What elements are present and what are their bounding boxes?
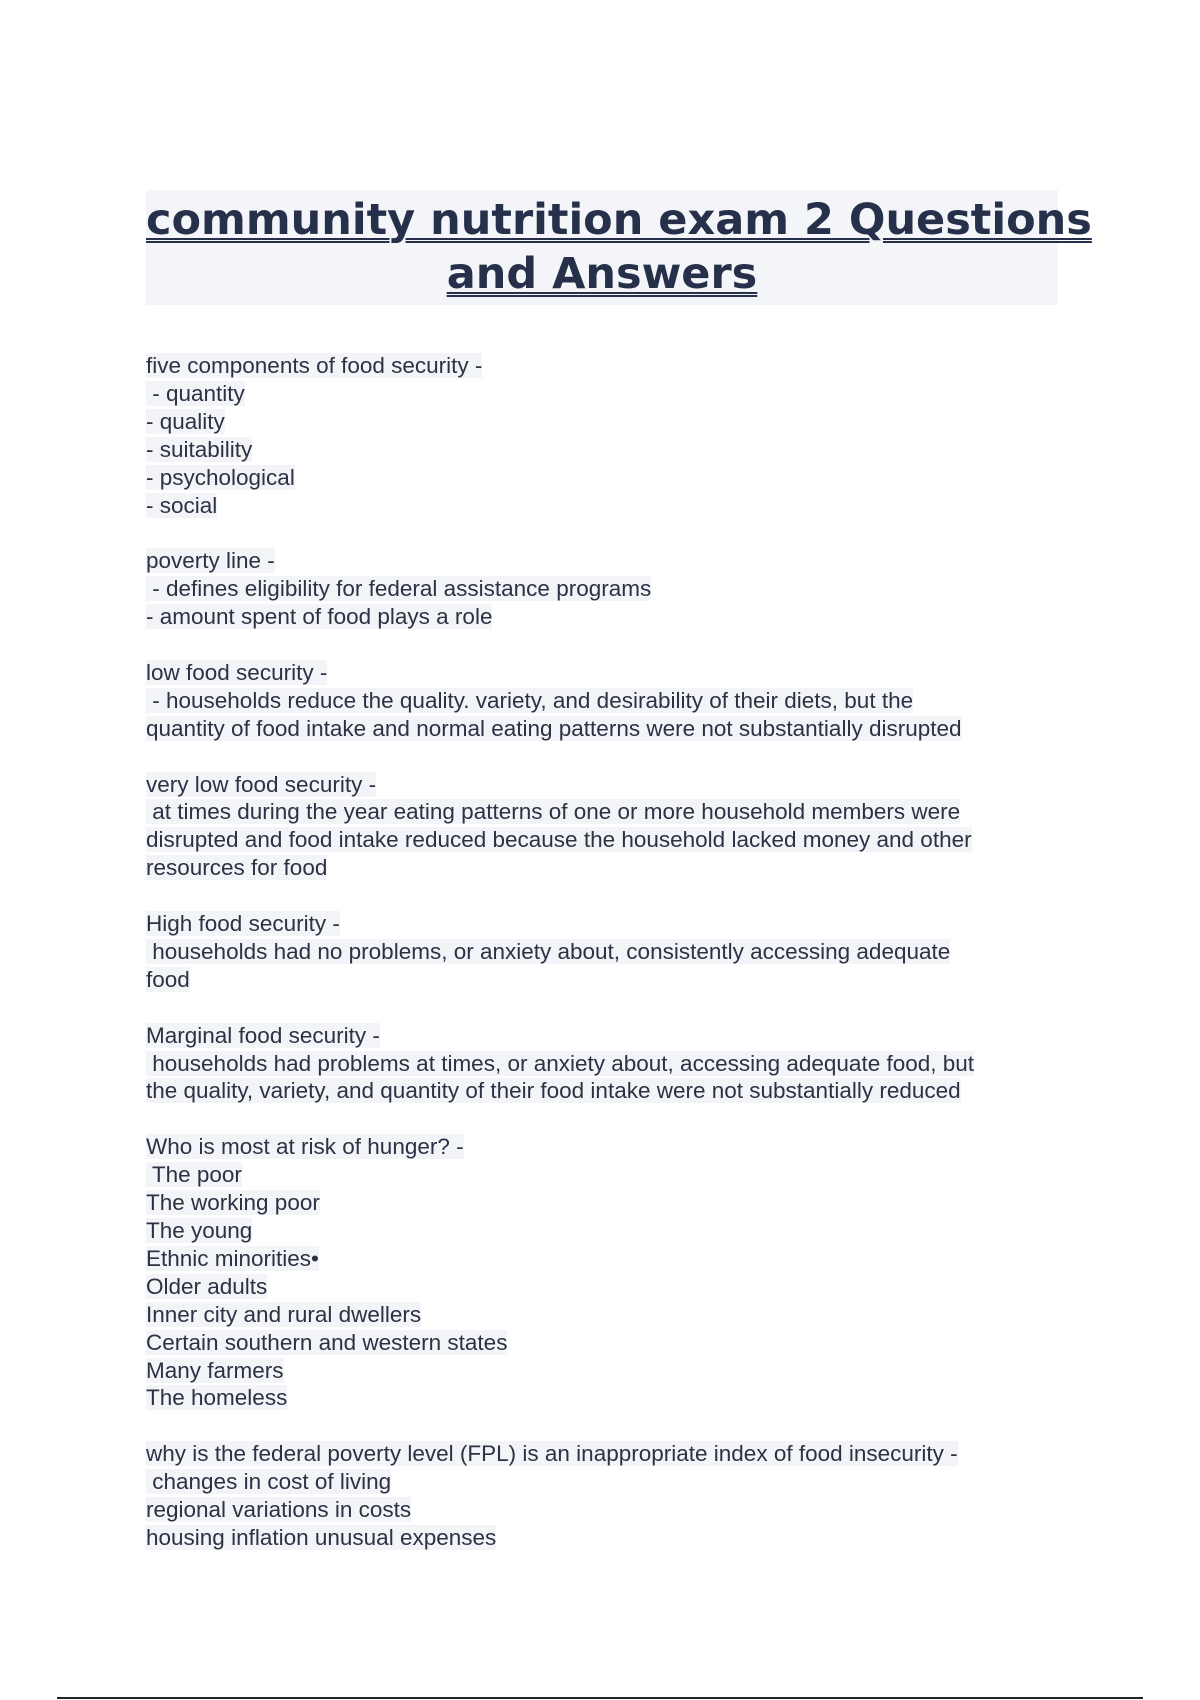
answer-line: Inner city and rural dwellers: [146, 1301, 422, 1327]
answer-line: - defines eligibility for federal assistance programs: [146, 576, 652, 602]
answer-line: housing inflation unusual expenses: [146, 1524, 497, 1550]
question: poverty line -: [146, 548, 275, 574]
answer-line: households had problems at times, or anxiety about, accessing adequate food, but: [146, 1050, 975, 1076]
qa-list: [146, 352, 1066, 1580]
answer-line: - social: [146, 492, 218, 518]
qa-item: [146, 547, 1066, 631]
qa-item: [146, 1133, 1066, 1412]
qa-item: [146, 1022, 1066, 1106]
qa-item: [146, 771, 1066, 883]
answer-line: quantity of food intake and normal eating patterns were not substantially disrupted: [146, 715, 962, 741]
footer-divider: [57, 1697, 1143, 1699]
question: Marginal food security -: [146, 1022, 380, 1048]
answer-line: changes in cost of living: [146, 1469, 392, 1495]
title-line-1: community nutrition exam 2 Questions: [146, 195, 1092, 245]
answer-line: Older adults: [146, 1273, 268, 1299]
answer-line: regional variations in costs: [146, 1497, 412, 1523]
answer-line: - quality: [146, 408, 225, 434]
question: low food security -: [146, 659, 328, 685]
answer-line: - quantity: [146, 380, 245, 406]
answer-line: - psychological: [146, 464, 295, 490]
question: five components of food security -: [146, 353, 483, 378]
qa-item: [146, 352, 1066, 519]
answer-line: resources for food: [146, 855, 328, 881]
title-line-2: and Answers: [446, 249, 758, 299]
answer-line: The homeless: [146, 1385, 288, 1411]
answer-line: disrupted and food intake reduced because the household lacked money and other: [146, 827, 972, 853]
answer-line: - suitability: [146, 436, 253, 462]
answer-line: The young: [146, 1218, 253, 1243]
answer-line: Certain southern and western states: [146, 1329, 508, 1355]
question: why is the federal poverty level (FPL) is an inappropriate index of food insecurity -: [146, 1441, 958, 1467]
answer-line: the quality, variety, and quantity of their food intake were not substantially reduced: [146, 1078, 961, 1104]
qa-item: [146, 659, 1066, 743]
answer-line: households had no problems, or anxiety about, consistently accessing adequate: [146, 938, 951, 964]
qa-item: [146, 910, 1066, 994]
answer-line: Ethnic minorities•: [146, 1245, 319, 1271]
answer-line: at times during the year eating patterns of one or more household members were: [146, 799, 961, 825]
question: Who is most at risk of hunger? -: [146, 1134, 464, 1160]
question: very low food security -: [146, 771, 377, 797]
question: High food security -: [146, 911, 340, 937]
answer-line: - households reduce the quality. variety, and desirability of their diets, but the: [146, 687, 914, 713]
qa-item: [146, 1440, 1066, 1552]
answer-line: Many farmers: [146, 1357, 284, 1383]
answer-line: - amount spent of food plays a role: [146, 604, 493, 630]
document-title: [146, 190, 1092, 305]
answer-line: food: [146, 966, 190, 992]
answer-line: The working poor: [146, 1190, 320, 1216]
answer-line: The poor: [146, 1162, 242, 1188]
